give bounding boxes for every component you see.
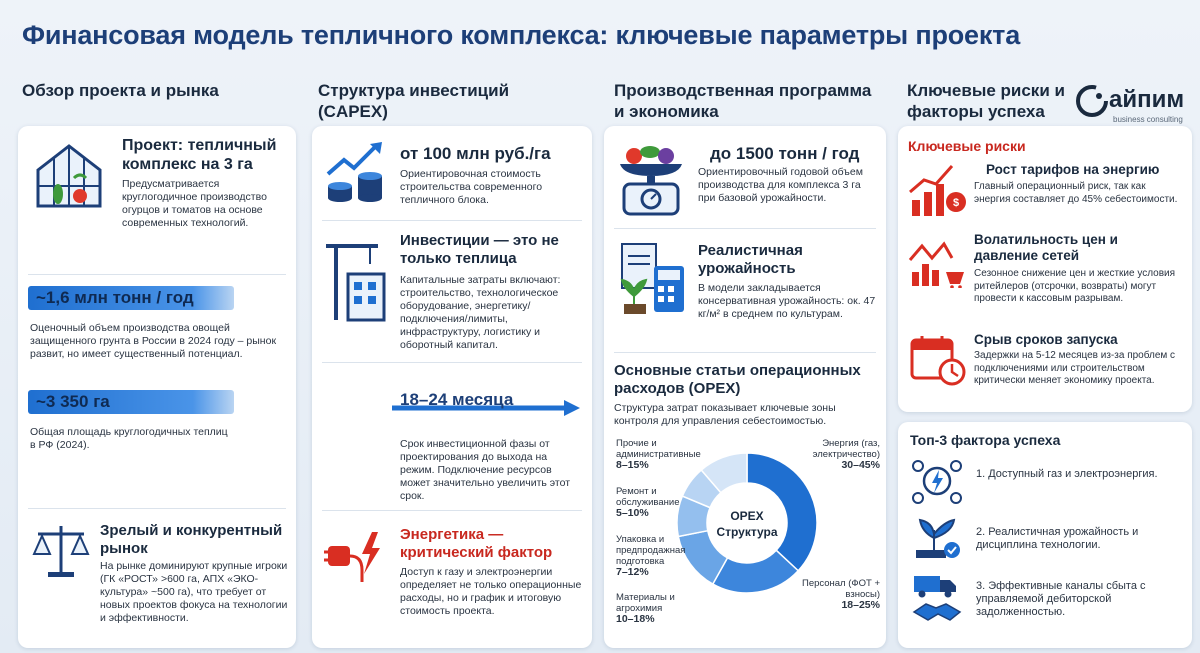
logo-subtitle: business consulting: [1113, 115, 1183, 124]
opex-text: Структура затрат показывает ключевые зоны контроля для управления себестоимостью.: [614, 402, 836, 427]
column-header-production: Производственная программа и экономика: [614, 81, 872, 121]
logo-mark-icon: [1075, 84, 1109, 118]
success-card: [898, 422, 1192, 648]
risk1-title: Рост тарифов на энергию: [986, 162, 1160, 177]
separator: [322, 220, 582, 221]
yield-text: В модели закладывается консервативная урожайность: ок. 47 кг/м² в среднем по культурам.: [698, 282, 876, 320]
delivery-handshake-icon: [910, 570, 964, 626]
risk3-title: Срыв сроков запуска: [974, 332, 1118, 347]
risks-header: Ключевые риски: [908, 138, 1026, 154]
investment-period-text: Срок инвестиционной фазы от проектирования до выхода на режим. Подключение ресурсов может значительно увеличить этот срок.: [400, 438, 571, 502]
price-volatility-icon: [908, 232, 968, 288]
growth-coins-icon: [322, 138, 392, 208]
success-header: Топ-3 фактора успеха: [910, 432, 1061, 448]
greenhouse-area-text: Общая площадь круглогодичных теплиц в РФ (2024).: [30, 426, 228, 451]
launch-delay-calendar-icon: [908, 332, 968, 388]
risk2-title: Волатильность цен и давление сетей: [974, 232, 1118, 263]
capex-cost-value: от 100 млн руб./га: [400, 144, 551, 163]
investment-period-value: 18–24 месяца: [400, 390, 514, 409]
greenhouse-area-bar: [28, 390, 234, 414]
project-text: Предусматривается круглогодичное производство огурцов и томатов на основе современных технологий.: [122, 178, 267, 229]
risk1-text: Главный операционный риск, так как энергия составляет до 45% себестоимости.: [974, 181, 1178, 205]
greenhouse-area-value: ~3 350 га: [36, 392, 110, 411]
slice-label-staff: Персонал (ФОТ + взносы) 18–25%: [801, 578, 880, 611]
output-text: Ориентировочный годовой объем производства для комплекса 3 га при базовой урожайности.: [698, 166, 863, 204]
slice-label-repair: Ремонт и обслуживание 5–10%: [616, 486, 680, 519]
success-factor-3: 3. Эффективные каналы сбыта с управляемой дебиторской задолженностью.: [976, 580, 1146, 618]
sprout-check-icon: [910, 512, 964, 562]
slice-label-other: Прочие и административные 8–15%: [616, 438, 701, 471]
construction-crane-icon: [322, 234, 392, 324]
separator: [614, 228, 876, 229]
scales-icon: [30, 520, 92, 582]
success-factor-2: 2. Реалистичная урожайность и дисциплина технологии.: [976, 526, 1139, 551]
yield-calculator-icon: [614, 238, 688, 318]
capex-cost-text: Ориентировочная стоимость строительства современного тепличного блока.: [400, 168, 543, 206]
column-header-risks: Ключевые риски и факторы успеха: [907, 81, 1065, 121]
separator: [28, 508, 286, 509]
output-value: до 1500 тонн / год: [710, 144, 860, 163]
energy-price-growth-icon: [908, 162, 968, 218]
investment-title: Инвестиции — это не только теплица: [400, 232, 559, 267]
page-title: Финансовая модель тепличного комплекса: ключевые параметры проекта: [22, 20, 1021, 50]
separator: [28, 274, 286, 275]
market-volume-bar: [28, 286, 234, 310]
capex-card: [312, 126, 592, 648]
market-volume-text: Оценочный объем производства овощей защищенного грунта в России в 2024 году – рынок развит, но имеет существенный потенциал.: [30, 322, 277, 360]
slice-label-packaging: Упаковка и предпродажная подготовка 7–12%: [616, 534, 686, 578]
column-header-overview: Обзор проекта и рынка: [22, 81, 219, 100]
donut-center-line1: OPEX: [730, 509, 764, 523]
column-header-capex: Структура инвестиций (CAPEX): [318, 81, 510, 121]
market-volume-value: ~1,6 млн тонн / год: [36, 288, 194, 307]
company-logo: [1075, 82, 1193, 128]
overview-card: [18, 126, 296, 648]
success-factor-1: 1. Доступный газ и электроэнергия.: [976, 468, 1158, 480]
slice-label-energy: Энергия (газ, электричество) 30–45%: [812, 438, 880, 471]
production-card: [604, 126, 886, 648]
logo-name: айпим: [1109, 86, 1185, 113]
separator: [322, 362, 582, 363]
energy-plug-icon: [322, 522, 392, 592]
project-title: Проект: тепличный комплекс на 3 га: [122, 137, 277, 173]
energy-text: Доступ к газу и электроэнергии определяет не только операционные расходы, но и график и итоговую стоимость проекта.: [400, 566, 582, 617]
donut-center-line2: Структура: [716, 525, 778, 539]
risks-card: [898, 126, 1192, 412]
svg-text:$: $: [952, 197, 960, 209]
yield-title: Реалистичная урожайность: [698, 242, 803, 277]
gas-electricity-icon: [910, 456, 964, 506]
energy-title: Энергетика — критический фактор: [400, 526, 553, 561]
risk3-text: Задержки на 5-12 месяцев из-за проблем с подключениями или строительством критически меняет экономику проекта.: [974, 350, 1176, 386]
separator: [322, 510, 582, 511]
opex-title: Основные статьи операционных расходов (OPEX): [614, 362, 861, 397]
risk2-text: Сезонное снижение цен и жесткие условия ритейлеров (отсрочки, возвраты) могут провести к кассовым разрывам.: [974, 268, 1176, 304]
vegetable-scale-icon: [614, 138, 688, 218]
mature-market-text: На рынке доминируют крупные игроки (ГК «РОСТ» >600 га, АПХ «ЭКО-культура» ~500 га), что требует от новых проектов фокуса на технологии и эффективности.: [100, 560, 288, 624]
mature-market-title: Зрелый и конкурентный рынок: [100, 522, 283, 557]
investment-text: Капитальные затраты включают: строительство, технологическое оборудование, энергетику/подключения/лимиты, инфраструктуру, логистику и оборотный капитал.: [400, 274, 561, 351]
separator: [614, 352, 876, 353]
slice-label-materials: Материалы и агрохимия 10–18%: [616, 592, 675, 625]
greenhouse-icon: [30, 136, 108, 214]
